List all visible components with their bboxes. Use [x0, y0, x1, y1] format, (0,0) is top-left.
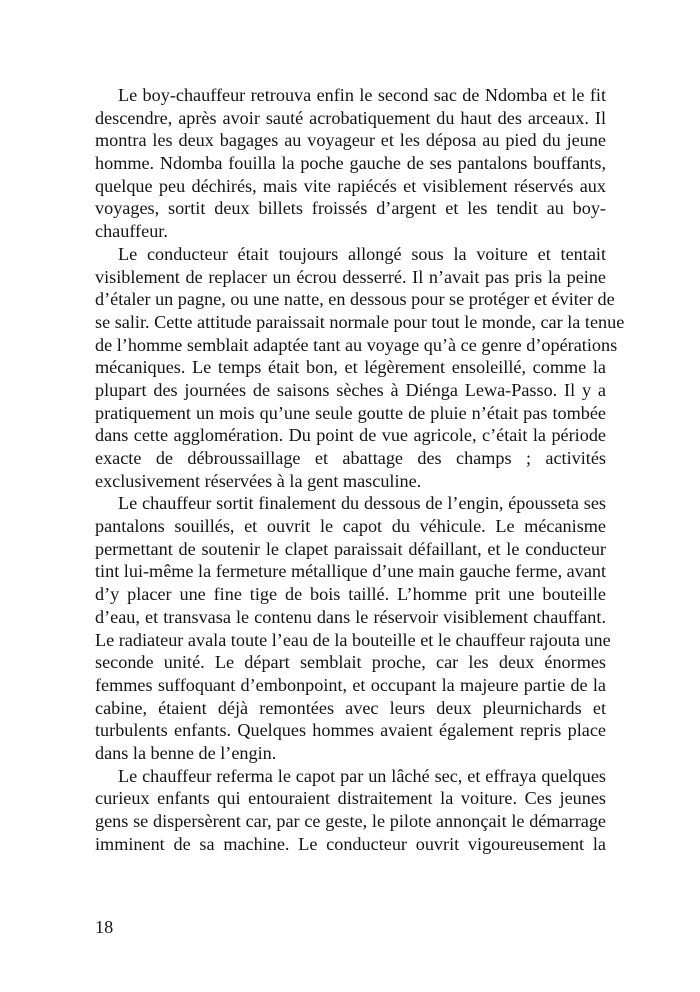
text-line: descendre, après avoir sauté acrobatiquement du haut des arceaux. Il: [95, 107, 606, 128]
text-line: exclusivement réservées à la gent masculine.: [95, 470, 422, 491]
text-line: tint lui-même la fermeture métallique d’une main gauche ferme, avant: [95, 561, 607, 582]
text-line: turbulents enfants. Quelques hommes avaient également repris place: [95, 720, 606, 741]
text-line: Le conducteur était toujours allongé sous la voiture et tentait: [118, 243, 606, 264]
text-line: plupart des journées de saisons sèches à Diénga Lewa-Passo. Il y a: [95, 379, 606, 400]
text-line: montra les deux bagages au voyageur et les déposa au pied du jeune: [95, 130, 606, 151]
text-line: mécaniques. Le temps était bon, et légèrement ensoleillé, comme la: [95, 357, 606, 378]
text-line: de l’homme semblait adaptée tant au voyage qu’à ce genre d’opérations: [95, 334, 618, 355]
text-line: quelque peu déchirés, mais vite rapiécés et visiblement réservés aux: [95, 175, 606, 196]
paragraph-1: [95, 84, 606, 243]
text-line: imminent de sa machine. Le conducteur ouvrit vigoureusement la: [95, 833, 606, 854]
text-line: Le chauffeur sortit finalement du dessous de l’engin, épousseta ses: [118, 493, 606, 514]
page-body: [95, 84, 625, 855]
text-line: Le boy-chauffeur retrouva enfin le second sac de Ndomba et le fit: [118, 85, 606, 105]
text-line: d’y placer une fine tige de bois taillé. L’homme prit une bouteille: [95, 584, 606, 605]
text-line: permettant de soutenir le clapet paraissait défaillant, et le conducteur: [95, 538, 606, 559]
text-line: d’eau, et transvasa le contenu dans le réservoir visiblement chauffant.: [95, 606, 606, 627]
text-line: homme. Ndomba fouilla la poche gauche de ses pantalons bouffants,: [95, 153, 606, 174]
paragraph-4: [95, 765, 606, 856]
paragraph-2: [95, 243, 625, 493]
text-line: cabine, étaient déjà remontées avec leurs deux pleurnichards et: [95, 697, 606, 718]
text-line: voyages, sortit deux billets froissés d’argent et les tendit au boy-: [95, 198, 606, 219]
text-line: exacte de débroussaillage et abattage des champs ; activités: [95, 448, 606, 468]
page-number: 18: [95, 917, 114, 937]
text-line: se salir. Cette attitude paraissait normale pour tout le monde, car la tenue: [95, 311, 625, 332]
text-line: visiblement de replacer un écrou desserré. Il n’avait pas pris la peine: [95, 266, 606, 287]
text-line: chauffeur.: [95, 221, 168, 242]
paragraph-3: [95, 492, 611, 764]
text-line: pantalons souillés, et ouvrit le capot du véhicule. Le mécanisme: [95, 516, 606, 537]
text-line: dans cette agglomération. Du point de vue agricole, c’était la période: [95, 425, 606, 446]
text-line: pratiquement un mois qu’une seule goutte de pluie n’était pas tombée: [95, 402, 606, 423]
text-line: curieux enfants qui entouraient distraitement la voiture. Ces jeunes: [95, 788, 606, 809]
text-line: seconde unité. Le départ semblait proche, car les deux énormes: [95, 652, 606, 673]
text-line: Le radiateur avala toute l’eau de la bouteille et le chauffeur rajouta une: [95, 629, 611, 650]
text-line: dans la benne de l’engin.: [95, 742, 277, 763]
text-line: gens se dispersèrent car, par ce geste, le pilote annonçait le démarrage: [95, 811, 606, 831]
text-line: femmes suffoquant d’embonpoint, et occupant la majeure partie de la: [95, 674, 606, 695]
text-line: Le chauffeur referma le capot par un lâché sec, et effraya quelques: [118, 765, 606, 786]
text-line: d’étaler un pagne, ou une natte, en dessous pour se protéger et éviter de: [95, 289, 615, 310]
